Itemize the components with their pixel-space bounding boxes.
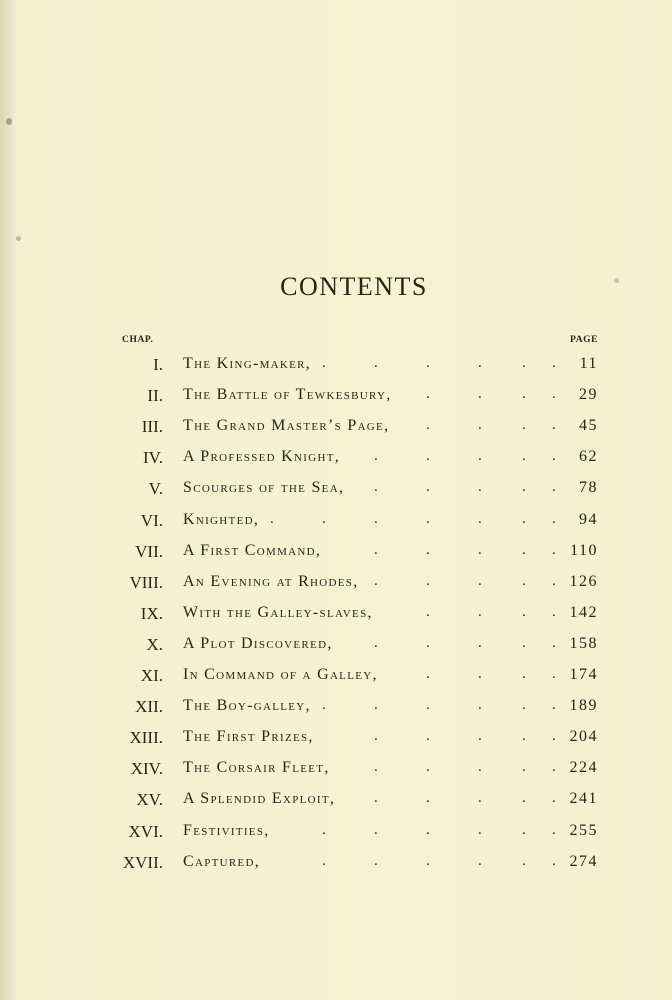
chapter-number: XII. xyxy=(135,697,163,717)
leader-dot: . xyxy=(374,634,378,651)
chapter-title: Festivities, xyxy=(183,821,270,839)
leader-dot: . xyxy=(478,603,482,620)
leader-dot: . xyxy=(426,541,430,558)
leader-dot: . xyxy=(522,510,526,527)
toc-entry xyxy=(0,697,672,723)
chapter-number: XVII. xyxy=(122,852,163,872)
page-number: 274 xyxy=(569,852,598,870)
leader-dot: . xyxy=(478,355,482,371)
leader-dot: . xyxy=(322,697,326,714)
chapter-title: A Plot Discovered, xyxy=(183,634,333,652)
chapter-title: In Command of a Galley, xyxy=(183,666,378,683)
chapter-title: The Corsair Fleet, xyxy=(183,759,330,777)
leader-dot: . xyxy=(478,510,482,527)
leader-dot: . xyxy=(478,386,482,403)
leader-dot: . xyxy=(374,728,378,745)
toc-entry xyxy=(0,479,672,505)
leader-dot: . xyxy=(322,852,326,869)
leader-dot: . xyxy=(374,572,378,589)
page-number: 174 xyxy=(569,666,598,683)
page-number: 94 xyxy=(579,510,598,528)
chapter-number: V. xyxy=(148,479,163,499)
chapter-number: VI. xyxy=(140,510,163,530)
chapter-title: The First Prizes, xyxy=(183,728,314,746)
leader-dot: . xyxy=(522,697,526,714)
leader-dot: . xyxy=(522,666,526,682)
leader-dot: . xyxy=(426,666,430,682)
leader-dot: . xyxy=(478,697,482,714)
toc-entry xyxy=(0,853,672,879)
leader-dot: . xyxy=(552,728,556,745)
chapter-number: XI. xyxy=(140,666,163,685)
chapter-number: IV. xyxy=(143,448,163,468)
leader-dot: . xyxy=(552,541,556,558)
leader-dot: . xyxy=(426,572,430,589)
leader-dot: . xyxy=(374,510,378,527)
leader-dot: . xyxy=(478,634,482,651)
leader-dot: . xyxy=(426,697,430,714)
leader-dot: . xyxy=(552,634,556,651)
leader-dot: . xyxy=(522,448,526,465)
leader-dot: . xyxy=(374,821,378,838)
leader-dot: . xyxy=(478,790,482,807)
toc-entry xyxy=(0,728,672,754)
leader-dot: . xyxy=(426,603,430,620)
leader-dot: . xyxy=(374,852,378,869)
leader-dot: . xyxy=(478,821,482,838)
chapter-title: A Splendid Exploit, xyxy=(183,790,336,808)
toc-entry xyxy=(0,542,672,568)
paper-speck xyxy=(6,118,12,125)
leader-dot: . xyxy=(522,852,526,869)
leader-dot: . xyxy=(374,541,378,558)
toc-entry xyxy=(0,386,672,412)
page-number: 29 xyxy=(579,386,598,404)
chapter-title: An Evening at Rhodes, xyxy=(183,572,359,590)
chapter-title: Captured, xyxy=(183,852,261,870)
chapter-number: I. xyxy=(153,355,163,374)
chapter-number: XVI. xyxy=(128,821,163,841)
leader-dot: . xyxy=(552,697,556,714)
leader-dot: . xyxy=(522,821,526,838)
leader-dot: . xyxy=(522,541,526,558)
leader-dot: . xyxy=(426,510,430,527)
leader-dot: . xyxy=(522,759,526,776)
leader-dot: . xyxy=(374,790,378,807)
leader-dot: . xyxy=(426,355,430,371)
chapter-title: A First Command, xyxy=(183,541,322,559)
chapter-number: II. xyxy=(147,386,163,406)
chapter-number: IX. xyxy=(140,603,163,623)
leader-dot: . xyxy=(478,479,482,496)
page-number: 255 xyxy=(569,821,598,839)
page-number: 110 xyxy=(570,541,598,559)
leader-dot: . xyxy=(478,852,482,869)
page-number: 241 xyxy=(569,790,598,808)
page-number: 126 xyxy=(569,572,598,590)
leader-dot: . xyxy=(552,790,556,807)
leader-dot: . xyxy=(478,541,482,558)
leader-dot: . xyxy=(522,634,526,651)
leader-dot: . xyxy=(374,759,378,776)
leader-dot: . xyxy=(552,666,556,682)
chapter-title: The Boy-galley, xyxy=(183,697,311,715)
toc-entry xyxy=(0,511,672,537)
leader-dot: . xyxy=(426,634,430,651)
leader-dot: . xyxy=(552,417,556,434)
chapter-title: With the Galley-slaves, xyxy=(183,603,373,621)
page-number: 62 xyxy=(579,448,598,466)
chapter-number: X. xyxy=(146,634,163,654)
leader-dot: . xyxy=(552,759,556,776)
page-number: 11 xyxy=(579,355,598,372)
leader-dot: . xyxy=(426,479,430,496)
page-number: 45 xyxy=(579,417,598,435)
leader-dot: . xyxy=(270,510,274,527)
page-number: 224 xyxy=(569,759,598,777)
leader-dot: . xyxy=(522,603,526,620)
toc-entry xyxy=(0,417,672,443)
leader-dot: . xyxy=(478,759,482,776)
toc-entry xyxy=(0,666,672,692)
leader-dot: . xyxy=(552,821,556,838)
leader-dot: . xyxy=(426,448,430,465)
leader-dot: . xyxy=(374,355,378,371)
leader-dot: . xyxy=(374,448,378,465)
chapter-title: The Grand Master’s Page, xyxy=(183,417,390,435)
leader-dot: . xyxy=(426,386,430,403)
leader-dot: . xyxy=(552,603,556,620)
toc-entry xyxy=(0,822,672,848)
page-number: 158 xyxy=(569,634,598,652)
toc-entry xyxy=(0,604,672,630)
leader-dot: . xyxy=(522,479,526,496)
chapter-title: The Battle of Tewkesbury, xyxy=(183,386,392,404)
leader-dot: . xyxy=(552,852,556,869)
leader-dot: . xyxy=(478,572,482,589)
toc-entry xyxy=(0,790,672,816)
leader-dot: . xyxy=(426,821,430,838)
leader-dot: . xyxy=(522,386,526,403)
leader-dot: . xyxy=(374,479,378,496)
page-column-label: PAGE xyxy=(570,335,599,345)
leader-dot: . xyxy=(426,417,430,434)
page-number: 78 xyxy=(579,479,598,497)
chapter-number: VII. xyxy=(135,541,163,561)
chapter-number: XIV. xyxy=(130,759,163,779)
leader-dot: . xyxy=(478,417,482,434)
leader-dot: . xyxy=(552,510,556,527)
leader-dot: . xyxy=(426,728,430,745)
page-number: 204 xyxy=(569,728,598,746)
leader-dot: . xyxy=(522,790,526,807)
chapter-number: XIII. xyxy=(129,728,163,748)
leader-dot: . xyxy=(552,479,556,496)
chapter-title: Scourges of the Sea, xyxy=(183,479,345,497)
leader-dot: . xyxy=(478,728,482,745)
chapter-title: A Professed Knight, xyxy=(183,448,341,466)
leader-dot: . xyxy=(522,417,526,434)
contents-heading: CONTENTS xyxy=(280,272,428,301)
page-number: 142 xyxy=(569,603,598,621)
leader-dot: . xyxy=(426,852,430,869)
leader-dot: . xyxy=(374,697,378,714)
chapter-number: III. xyxy=(141,417,163,437)
leader-dot: . xyxy=(322,510,326,527)
toc-entry xyxy=(0,759,672,785)
leader-dot: . xyxy=(478,666,482,682)
leader-dot: . xyxy=(426,759,430,776)
leader-dot: . xyxy=(322,355,326,371)
leader-dot: . xyxy=(552,386,556,403)
chapter-number: XV. xyxy=(136,790,163,810)
leader-dot: . xyxy=(322,821,326,838)
leader-dot: . xyxy=(552,572,556,589)
page-number: 189 xyxy=(569,697,598,715)
toc-entry xyxy=(0,635,672,661)
chapter-title: The King-maker, xyxy=(183,355,312,372)
toc-entry xyxy=(0,448,672,474)
leader-dot: . xyxy=(522,572,526,589)
leader-dot: . xyxy=(478,448,482,465)
paper-speck xyxy=(16,236,21,241)
chapter-column-label: CHAP. xyxy=(122,335,154,345)
chapter-title: Knighted, xyxy=(183,510,260,528)
toc-entry xyxy=(0,355,672,381)
chapter-number: VIII. xyxy=(129,572,163,592)
leader-dot: . xyxy=(552,448,556,465)
leader-dot: . xyxy=(522,728,526,745)
toc-entry xyxy=(0,573,672,599)
leader-dot: . xyxy=(552,355,556,371)
leader-dot: . xyxy=(426,790,430,807)
leader-dot: . xyxy=(522,355,526,371)
